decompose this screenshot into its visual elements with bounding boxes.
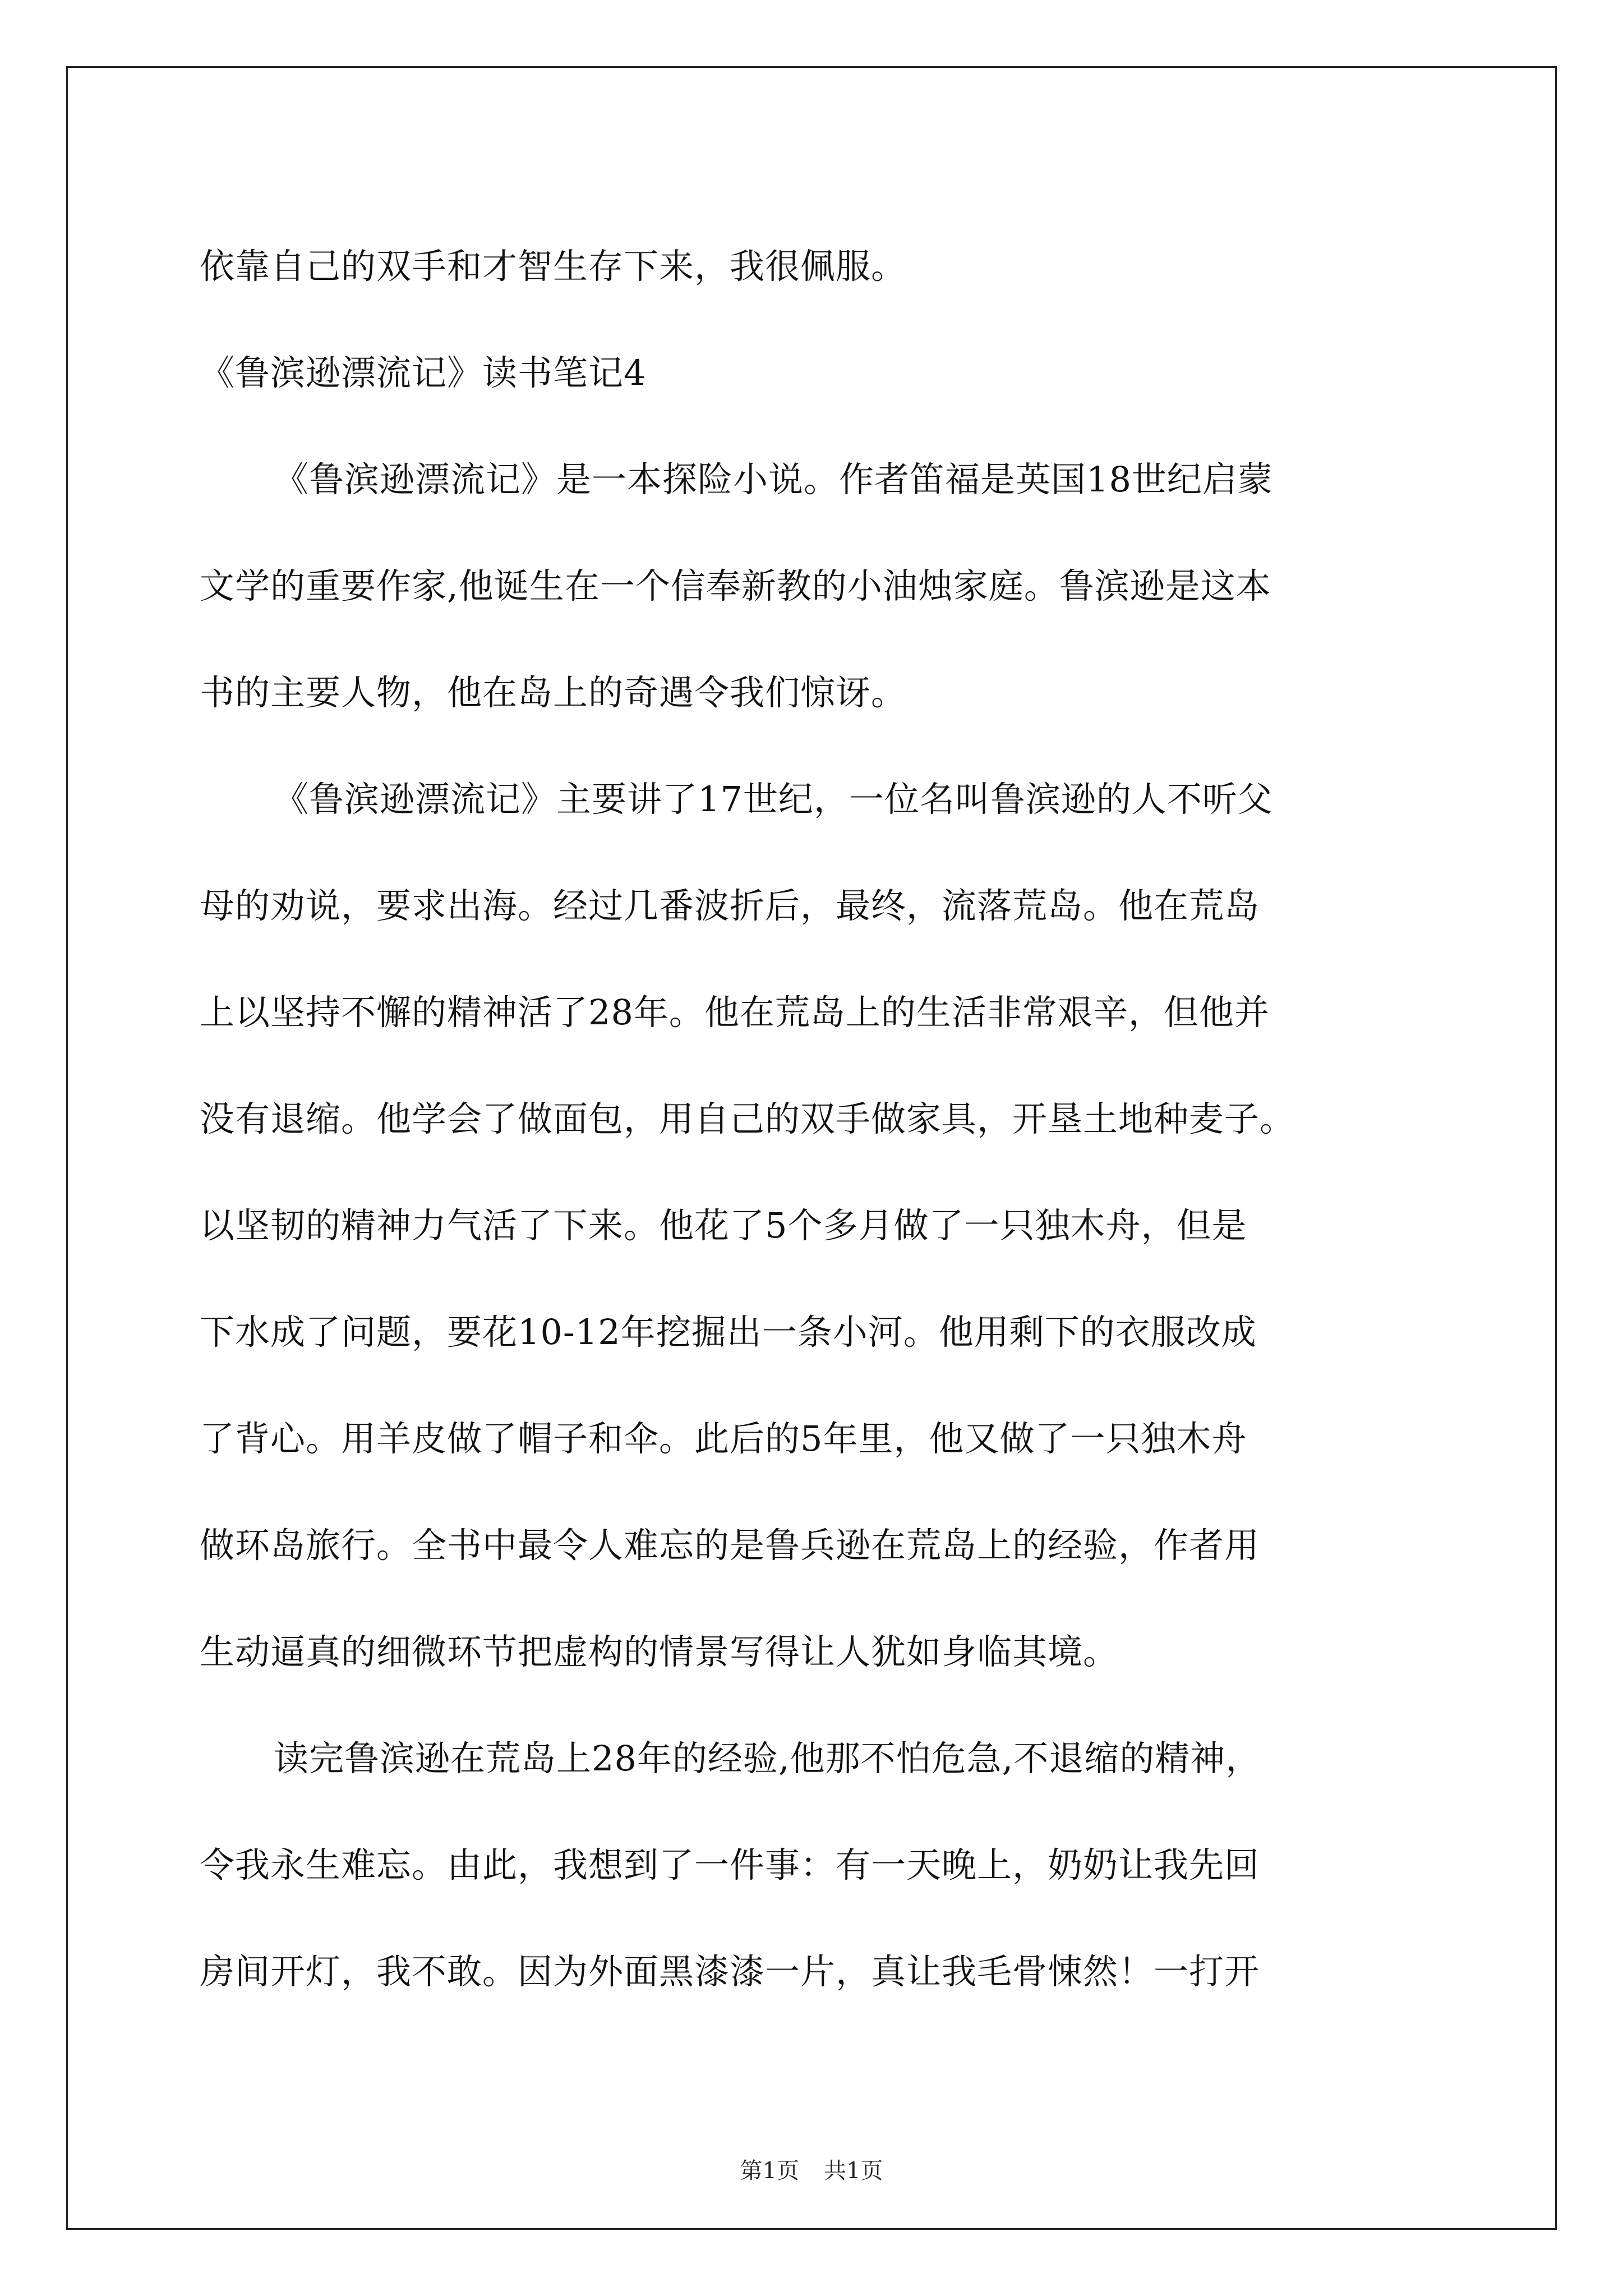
- text-line: 母的劝说，要求出海。经过几番波折后，最终，流落荒岛。他在荒岛: [200, 885, 1260, 926]
- page-number: 第1页: [740, 2158, 799, 2184]
- text-line: 下水成了问题，要花10-12年挖掘出一条小河。他用剩下的衣服改成: [200, 1312, 1257, 1352]
- text-line: 《鲁滨逊漂流记》是一本探险小说。作者笛福是英国18世纪启蒙: [274, 459, 1273, 500]
- text-line: 了背心。用羊皮做了帽子和伞。此后的5年里，他又做了一只独木舟: [200, 1418, 1247, 1459]
- section-heading: 《鲁滨逊漂流记》读书笔记4: [200, 352, 647, 393]
- text-line: 上以坚持不懈的精神活了28年。他在荒岛上的生活非常艰辛，但他并: [200, 992, 1270, 1033]
- text-line: 文学的重要作家,他诞生在一个信奉新教的小油烛家庭。鲁滨逊是这本: [200, 565, 1271, 606]
- page-footer: [0, 2154, 1623, 2188]
- text-line: 做环岛旅行。全书中最令人难忘的是鲁兵逊在荒岛上的经验，作者用: [200, 1525, 1260, 1566]
- page-total: 共1页: [824, 2158, 883, 2184]
- text-line: 生动逼真的细微环节把虚构的情景写得让人犹如身临其境。: [200, 1631, 1119, 1672]
- text-line: 《鲁滨逊漂流记》主要讲了17世纪，一位名叫鲁滨逊的人不听父: [274, 779, 1273, 820]
- document-body: [200, 213, 1433, 2025]
- text-line: 以坚韧的精神力气活了下来。他花了5个多月做了一只独木舟，但是: [200, 1205, 1247, 1246]
- text-line: 读完鲁滨逊在荒岛上28年的经验,他那不怕危急,不退缩的精神，: [274, 1738, 1261, 1779]
- text-line: 依靠自己的双手和才智生存下来，我很佩服。: [200, 246, 907, 287]
- text-line: 房间开灯，我不敢。因为外面黑漆漆一片，真让我毛骨悚然！一打开: [200, 1951, 1260, 1992]
- text-line: 书的主要人物，他在岛上的奇遇令我们惊讶。: [200, 672, 907, 713]
- text-line: 令我永生难忘。由此，我想到了一件事：有一天晚上，奶奶让我先回: [200, 1844, 1260, 1885]
- text-line: 没有退缩。他学会了做面包，用自己的双手做家具，开垦土地种麦子。: [200, 1098, 1295, 1139]
